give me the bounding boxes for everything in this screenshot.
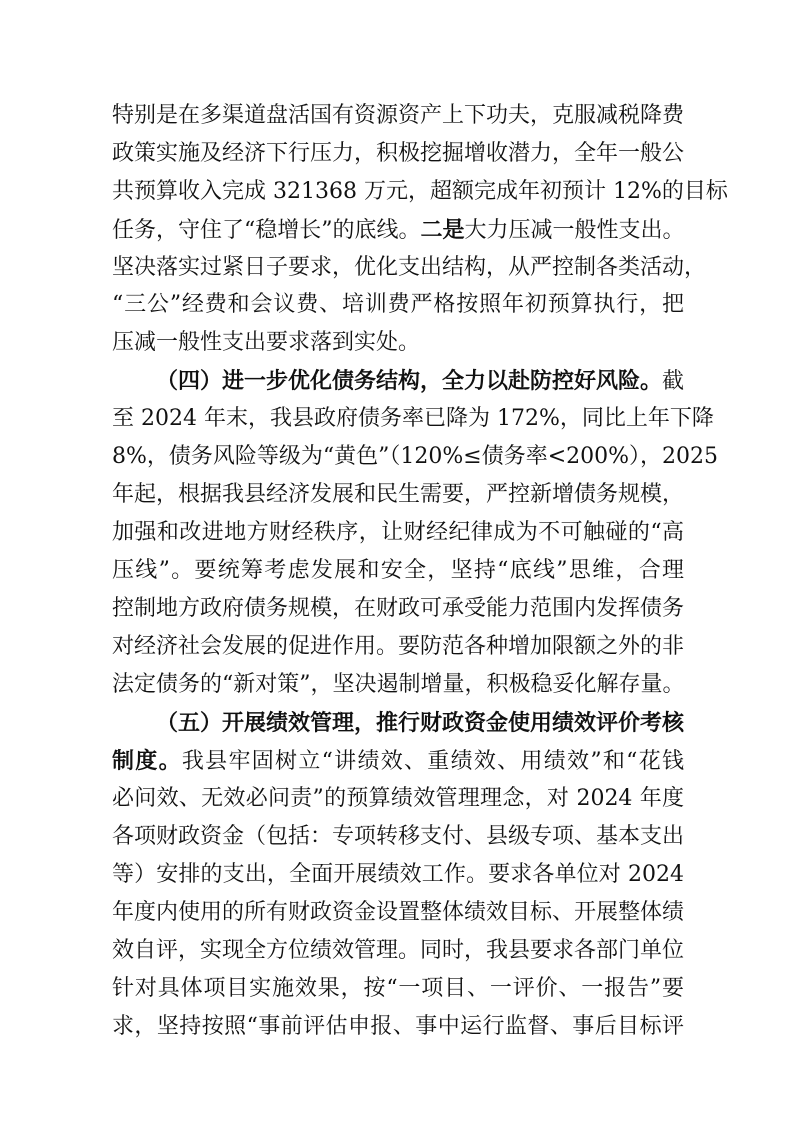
section-heading: 制度。 bbox=[112, 748, 182, 774]
paragraph-line: 各项财政资金（包括：专项转移支付、县级专项、基本支出 bbox=[112, 824, 685, 849]
line-text: 我县牢固树立“讲绩效、重绩效、用绩效”和“花钱 bbox=[181, 749, 684, 774]
line-text: 截 bbox=[662, 369, 685, 394]
section-heading: （五）开展绩效管理，推行财政资金使用绩效评价考核 bbox=[156, 710, 685, 736]
paragraph-line: 效自评，实现全方位绩效管理。同时，我县要求各部门单位 bbox=[112, 938, 685, 963]
paragraph-line: 年度内使用的所有财政资金设置整体绩效目标、开展整体绩 bbox=[112, 900, 685, 925]
paragraph-line bbox=[112, 217, 684, 243]
paragraph-line: 对经济社会发展的促进作用。要防范各种增加限额之外的非 bbox=[112, 634, 685, 659]
paragraph-line: “三公”经费和会议费、培训费严格按照年初预算执行，把 bbox=[112, 292, 684, 317]
paragraph-line: 特别是在多渠道盘活国有资源资产上下功夫，克服减税降费 bbox=[112, 103, 685, 128]
section-heading: （四）进一步优化债务结构，全力以赴防控好风险。 bbox=[156, 368, 663, 394]
paragraph-line: 等）安排的支出，全面开展绩效工作。要求各单位对 2024 bbox=[112, 862, 684, 887]
paragraph-line bbox=[112, 748, 684, 774]
line-text: 大力压减一般性支出。 bbox=[464, 218, 685, 243]
paragraph-line: 控制地方政府债务规模，在财政可承受能力范围内发挥债务 bbox=[112, 596, 685, 621]
section-heading-line bbox=[156, 710, 684, 736]
paragraph-line: 至 2024 年末，我县政府债务率已降为 172%，同比上年下降 bbox=[112, 406, 714, 431]
section-heading-line bbox=[156, 368, 684, 394]
line-text: 任务，守住了“稳增长”的底线。 bbox=[112, 218, 421, 243]
paragraph-line: 8%，债务风险等级为“黄色”（120%≤债务率<200%），2025 bbox=[112, 444, 719, 469]
paragraph-line: 必问效、无效必问责”的预算绩效管理理念，对 2024 年度 bbox=[112, 786, 684, 811]
paragraph-line: 法定债务的“新对策”，坚决遏制增量，积极稳妥化解存量。 bbox=[112, 672, 685, 697]
paragraph-line: 针对具体项目实施效果，按“一项目、一评价、一报告”要 bbox=[112, 976, 684, 1001]
paragraph-line: 压线”。要统筹考虑发展和安全，坚持“底线”思维，合理 bbox=[112, 558, 684, 583]
paragraph-line: 共预算收入完成 321368 万元，超额完成年初预计 12%的目标 bbox=[112, 179, 728, 204]
paragraph-line: 年起，根据我县经济发展和民生需要，严控新增债务规模， bbox=[112, 482, 685, 507]
paragraph-line: 加强和改进地方财经秩序，让财经纪律成为不可触碰的“高 bbox=[112, 520, 684, 545]
paragraph-line: 政策实施及经济下行压力，积极挖掘增收潜力，全年一般公 bbox=[112, 141, 685, 166]
emphasis-text: 二是 bbox=[420, 217, 465, 243]
paragraph-line: 坚决落实过紧日子要求，优化支出结构，从严控制各类活动， bbox=[112, 255, 707, 280]
paragraph-line: 求，坚持按照“事前评估申报、事中运行监督、事后目标评 bbox=[112, 1014, 684, 1039]
paragraph-line: 压减一般性支出要求落到实处。 bbox=[112, 330, 421, 355]
